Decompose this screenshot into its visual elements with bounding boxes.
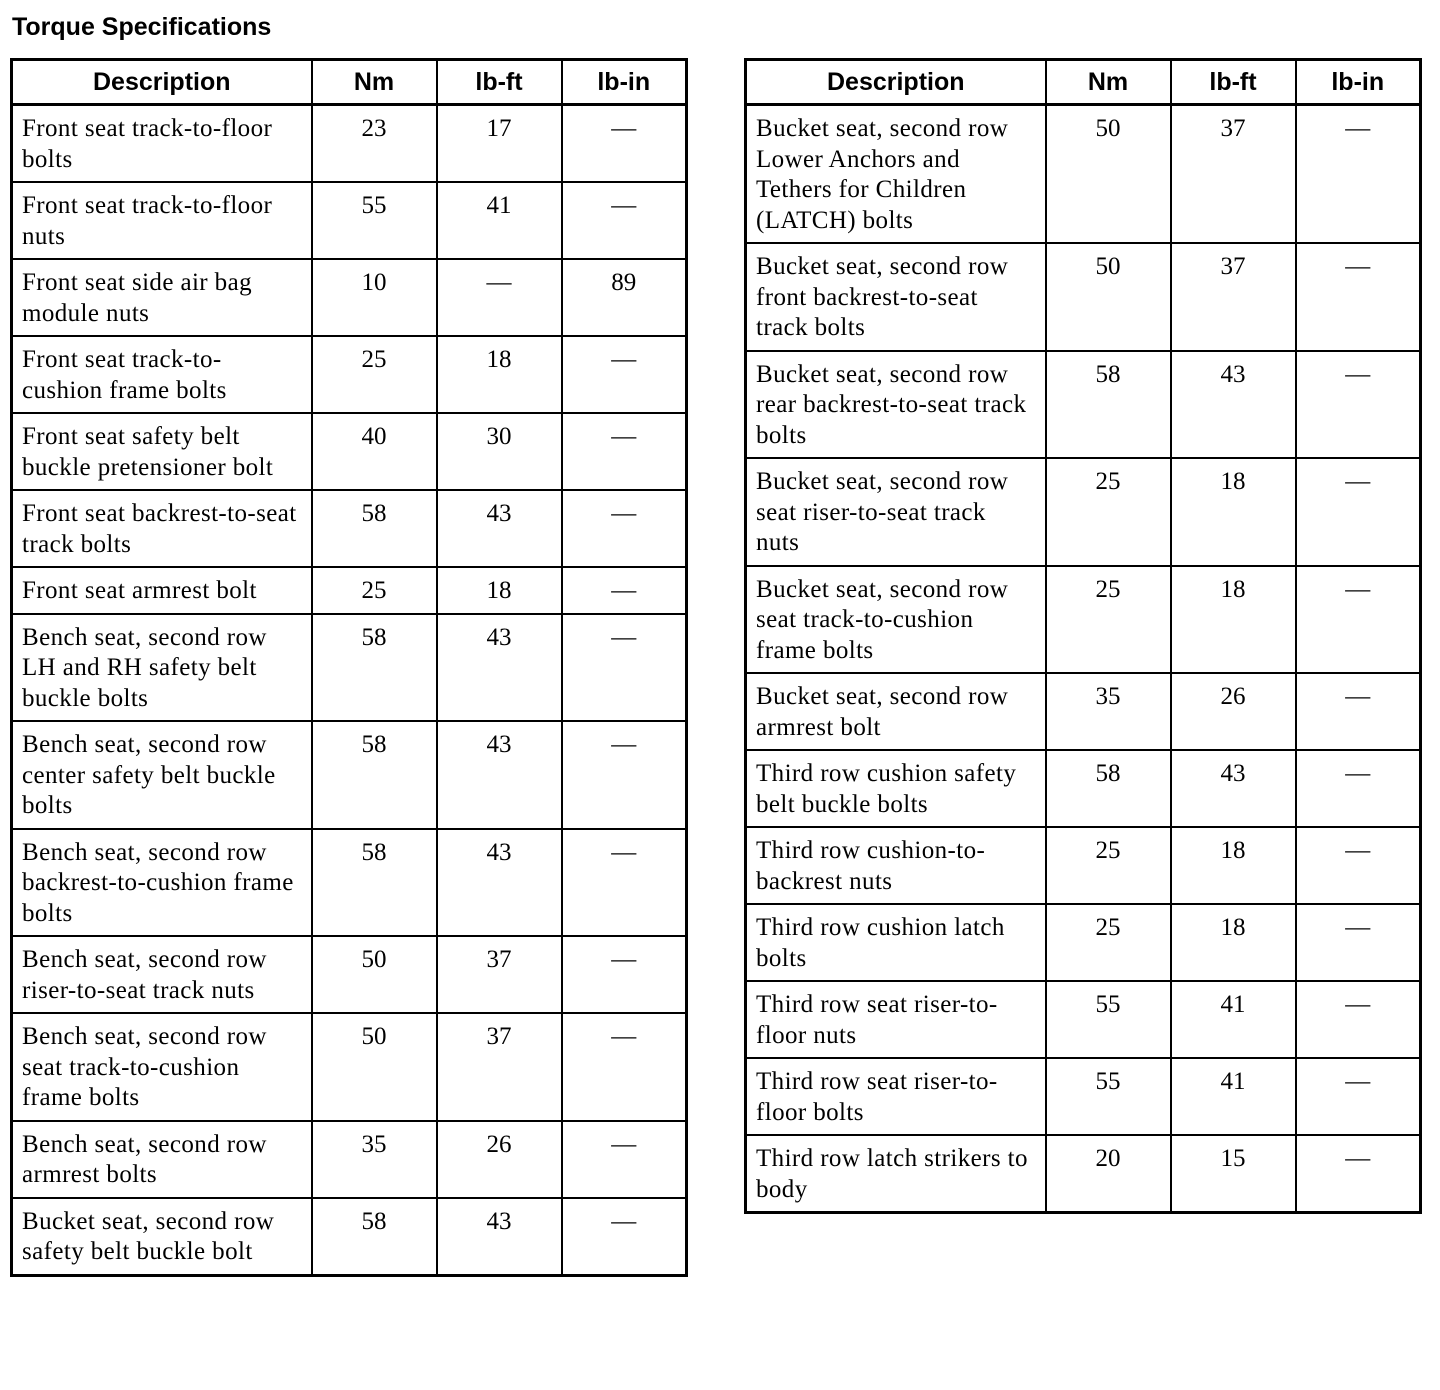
table-row	[12, 413, 687, 490]
nm-cell: 25	[312, 336, 437, 413]
table-row	[12, 105, 687, 183]
description-cell: Bucket seat, second row seat track-to-cushion frame bolts	[746, 566, 1046, 674]
lb-ft-cell: 43	[1171, 750, 1296, 827]
description-cell: Bench seat, second row armrest bolts	[12, 1121, 312, 1198]
table-row	[746, 1135, 1421, 1213]
column-header-lb-in: lb-in	[1296, 60, 1421, 105]
lb-ft-cell: 18	[1171, 827, 1296, 904]
nm-cell: 55	[312, 182, 437, 259]
nm-cell: 25	[1046, 904, 1171, 981]
lb-ft-cell: 41	[1171, 1058, 1296, 1135]
description-cell: Bucket seat, second row Lower Anchors and Tethers for Children (LATCH) bolts	[746, 105, 1046, 244]
lb-ft-cell: 18	[1171, 566, 1296, 674]
nm-cell: 50	[312, 936, 437, 1013]
table-body-left	[12, 105, 687, 1276]
lb-in-cell: —	[562, 105, 687, 183]
nm-cell: 20	[1046, 1135, 1171, 1213]
nm-cell: 50	[312, 1013, 437, 1121]
table-body-right	[746, 105, 1421, 1213]
nm-cell: 25	[1046, 827, 1171, 904]
lb-ft-cell: 30	[437, 413, 562, 490]
lb-in-cell: —	[562, 182, 687, 259]
lb-in-cell: —	[562, 490, 687, 567]
table-row	[12, 336, 687, 413]
table-row	[746, 673, 1421, 750]
table-row	[746, 105, 1421, 244]
description-cell: Third row cushion-to-backrest nuts	[746, 827, 1046, 904]
header-row	[12, 60, 687, 105]
lb-ft-cell: —	[437, 259, 562, 336]
lb-ft-cell: 43	[437, 1198, 562, 1276]
nm-cell: 58	[1046, 351, 1171, 459]
description-cell: Bench seat, second row center safety belt buckle bolts	[12, 721, 312, 829]
lb-in-cell: —	[1296, 1135, 1421, 1213]
lb-in-cell: —	[1296, 673, 1421, 750]
table-row	[12, 567, 687, 614]
description-cell: Third row cushion safety belt buckle bolts	[746, 750, 1046, 827]
lb-ft-cell: 18	[437, 567, 562, 614]
lb-ft-cell: 37	[437, 1013, 562, 1121]
nm-cell: 58	[1046, 750, 1171, 827]
lb-in-cell: —	[1296, 243, 1421, 351]
lb-ft-cell: 26	[437, 1121, 562, 1198]
lb-in-cell: —	[562, 336, 687, 413]
nm-cell: 58	[312, 490, 437, 567]
lb-ft-cell: 18	[1171, 904, 1296, 981]
table-row	[12, 1013, 687, 1121]
torque-table-left	[10, 58, 688, 1277]
table-row	[746, 458, 1421, 566]
nm-cell: 25	[1046, 566, 1171, 674]
table-row	[12, 614, 687, 722]
lb-in-cell: —	[1296, 750, 1421, 827]
torque-table-right	[744, 58, 1422, 1214]
description-cell: Third row seat riser-to-floor bolts	[746, 1058, 1046, 1135]
lb-ft-cell: 17	[437, 105, 562, 183]
lb-in-cell: —	[562, 413, 687, 490]
description-cell: Bench seat, second row riser-to-seat track nuts	[12, 936, 312, 1013]
description-cell: Third row cushion latch bolts	[746, 904, 1046, 981]
table-row	[746, 1058, 1421, 1135]
table-row	[746, 981, 1421, 1058]
description-cell: Third row seat riser-to-floor nuts	[746, 981, 1046, 1058]
lb-ft-cell: 37	[1171, 105, 1296, 244]
column-header-lb-in: lb-in	[562, 60, 687, 105]
description-cell: Front seat track-to-floor nuts	[12, 182, 312, 259]
lb-in-cell: —	[1296, 351, 1421, 459]
lb-in-cell: —	[1296, 981, 1421, 1058]
lb-ft-cell: 37	[437, 936, 562, 1013]
table-row	[746, 243, 1421, 351]
nm-cell: 25	[1046, 458, 1171, 566]
lb-ft-cell: 43	[1171, 351, 1296, 459]
table-row	[12, 1121, 687, 1198]
description-cell: Front seat safety belt buckle pretensioner bolt	[12, 413, 312, 490]
column-header-nm: Nm	[1046, 60, 1171, 105]
description-cell: Bench seat, second row LH and RH safety belt buckle bolts	[12, 614, 312, 722]
nm-cell: 35	[312, 1121, 437, 1198]
description-cell: Bucket seat, second row armrest bolt	[746, 673, 1046, 750]
description-cell: Front seat track-to-cushion frame bolts	[12, 336, 312, 413]
table-row	[12, 490, 687, 567]
description-cell: Front seat side air bag module nuts	[12, 259, 312, 336]
lb-in-cell: —	[1296, 105, 1421, 244]
column-header-nm: Nm	[312, 60, 437, 105]
lb-ft-cell: 43	[437, 614, 562, 722]
lb-ft-cell: 43	[437, 490, 562, 567]
nm-cell: 50	[1046, 243, 1171, 351]
description-cell: Bucket seat, second row front backrest-to-seat track bolts	[746, 243, 1046, 351]
table-row	[12, 259, 687, 336]
lb-in-cell: —	[562, 1013, 687, 1121]
nm-cell: 23	[312, 105, 437, 183]
description-cell: Bucket seat, second row seat riser-to-seat track nuts	[746, 458, 1046, 566]
lb-in-cell: —	[562, 1198, 687, 1276]
lb-in-cell: —	[1296, 458, 1421, 566]
description-cell: Bench seat, second row backrest-to-cushion frame bolts	[12, 829, 312, 937]
lb-ft-cell: 43	[437, 829, 562, 937]
column-header-lb-ft: lb-ft	[1171, 60, 1296, 105]
table-row	[746, 351, 1421, 459]
nm-cell: 35	[1046, 673, 1171, 750]
table-row	[746, 827, 1421, 904]
lb-ft-cell: 18	[437, 336, 562, 413]
nm-cell: 10	[312, 259, 437, 336]
nm-cell: 58	[312, 721, 437, 829]
table-row	[12, 936, 687, 1013]
header-row	[746, 60, 1421, 105]
description-cell: Front seat armrest bolt	[12, 567, 312, 614]
lb-in-cell: —	[1296, 1058, 1421, 1135]
lb-ft-cell: 41	[437, 182, 562, 259]
lb-ft-cell: 41	[1171, 981, 1296, 1058]
lb-in-cell: —	[562, 614, 687, 722]
nm-cell: 55	[1046, 1058, 1171, 1135]
table-row	[746, 904, 1421, 981]
table-row	[746, 566, 1421, 674]
table-row	[12, 1198, 687, 1276]
column-header-description: Description	[12, 60, 312, 105]
nm-cell: 58	[312, 614, 437, 722]
nm-cell: 55	[1046, 981, 1171, 1058]
lb-in-cell: —	[1296, 904, 1421, 981]
description-cell: Front seat backrest-to-seat track bolts	[12, 490, 312, 567]
lb-in-cell: —	[1296, 827, 1421, 904]
lb-ft-cell: 26	[1171, 673, 1296, 750]
lb-in-cell: —	[1296, 566, 1421, 674]
description-cell: Bench seat, second row seat track-to-cushion frame bolts	[12, 1013, 312, 1121]
description-cell: Bucket seat, second row rear backrest-to-seat track bolts	[746, 351, 1046, 459]
column-header-lb-ft: lb-ft	[437, 60, 562, 105]
description-cell: Bucket seat, second row safety belt buckle bolt	[12, 1198, 312, 1276]
nm-cell: 25	[312, 567, 437, 614]
table-row	[12, 182, 687, 259]
lb-in-cell: —	[562, 936, 687, 1013]
nm-cell: 58	[312, 1198, 437, 1276]
lb-ft-cell: 18	[1171, 458, 1296, 566]
lb-in-cell: 89	[562, 259, 687, 336]
nm-cell: 40	[312, 413, 437, 490]
table-row	[12, 829, 687, 937]
lb-in-cell: —	[562, 721, 687, 829]
table-row	[12, 721, 687, 829]
nm-cell: 58	[312, 829, 437, 937]
description-cell: Third row latch strikers to body	[746, 1135, 1046, 1213]
lb-in-cell: —	[562, 829, 687, 937]
nm-cell: 50	[1046, 105, 1171, 244]
page-title: Torque Specifications	[12, 13, 272, 41]
lb-in-cell: —	[562, 1121, 687, 1198]
lb-ft-cell: 37	[1171, 243, 1296, 351]
description-cell: Front seat track-to-floor bolts	[12, 105, 312, 183]
lb-in-cell: —	[562, 567, 687, 614]
column-header-description: Description	[746, 60, 1046, 105]
table-row	[746, 750, 1421, 827]
lb-ft-cell: 15	[1171, 1135, 1296, 1213]
lb-ft-cell: 43	[437, 721, 562, 829]
